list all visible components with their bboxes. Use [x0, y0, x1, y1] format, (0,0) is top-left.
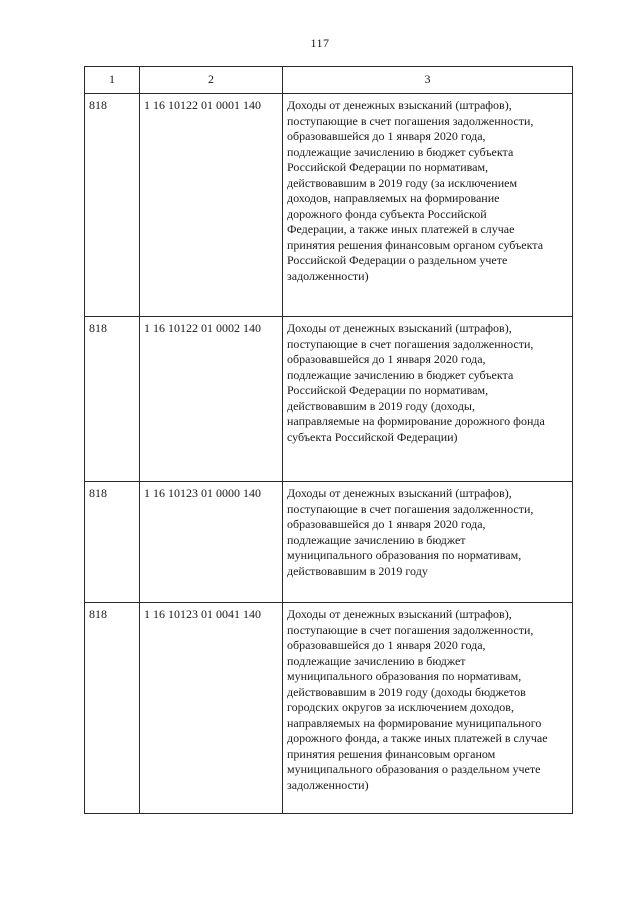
description-line: Российской Федерации по нормативам, [287, 160, 489, 174]
description-line: направляемых на формирование муниципального [287, 715, 542, 730]
revenue-description-cell [283, 317, 573, 482]
description-line: задолженности) [287, 777, 369, 792]
admin-code-cell: 818 [85, 317, 140, 482]
description-line: субъекта Российской Федерации) [287, 429, 458, 444]
description-line: Доходы от денежных взысканий (штрафов), [287, 98, 512, 112]
description-line: доходов, направляемых на формирование [287, 191, 500, 205]
description-line: Доходы от денежных взысканий (штрафов), [287, 321, 512, 335]
revenue-description-cell [283, 603, 573, 814]
description-line: подлежащие зачислению в бюджет субъекта [287, 367, 514, 382]
description-line: поступающие в счет погашения задолженности, [287, 113, 534, 128]
description-line: задолженности) [287, 268, 369, 283]
column-header-2: 2 [140, 67, 283, 94]
column-header-3: 3 [283, 67, 573, 94]
admin-code-cell: 818 [85, 94, 140, 317]
column-header-1: 1 [85, 67, 140, 94]
page-number: 117 [310, 36, 330, 50]
budget-classification-code-cell: 1 16 10122 01 0002 140 [140, 317, 283, 482]
description-line: принятия решения финансовым органом [287, 746, 496, 761]
table-row [85, 94, 573, 317]
description-line: подлежащие зачислению в бюджет [287, 653, 466, 668]
description-line: действовавшим в 2019 году (за исключением [287, 175, 518, 190]
description-line: муниципального образования по нормативам, [287, 669, 522, 683]
budget-classification-code-cell: 1 16 10123 01 0000 140 [140, 482, 283, 603]
description-line: Доходы от денежных взысканий (штрафов), [287, 607, 512, 621]
description-line: городских округов за исключением доходов, [287, 700, 514, 714]
description-line: принятия решения финансовым органом субъекта [287, 237, 544, 252]
description-line: дорожного фонда, а также иных платежей в случае [287, 731, 548, 745]
description-line: подлежащие зачислению в бюджет субъекта [287, 144, 514, 159]
description-line: поступающие в счет погашения задолженности, [287, 622, 534, 637]
description-line: Доходы от денежных взысканий (штрафов), [287, 486, 512, 500]
description-line: Федерации, а также иных платежей в случае [287, 222, 515, 236]
table-row [85, 317, 573, 482]
table-row [85, 482, 573, 603]
budget-classification-code-cell: 1 16 10123 01 0041 140 [140, 603, 283, 814]
description-line: действовавшим в 2019 году (доходы, [287, 398, 475, 413]
revenue-codes-table [84, 66, 573, 814]
description-line: образовавшейся до 1 января 2020 года, [287, 517, 486, 531]
description-line: направляемые на формирование дорожного фонда [287, 414, 545, 428]
description-line: образовавшейся до 1 января 2020 года, [287, 129, 486, 143]
revenue-description-cell [283, 482, 573, 603]
description-line: поступающие в счет погашения задолженности, [287, 336, 534, 351]
description-line: дорожного фонда субъекта Российской [287, 206, 487, 221]
description-line: муниципального образования по нормативам, [287, 548, 522, 562]
table-header-row [85, 67, 573, 94]
table-row [85, 603, 573, 814]
description-line: образовавшейся до 1 января 2020 года, [287, 638, 486, 652]
description-line: образовавшейся до 1 января 2020 года, [287, 352, 486, 366]
description-line: действовавшим в 2019 году (доходы бюджетов [287, 684, 526, 699]
description-line: поступающие в счет погашения задолженности, [287, 501, 534, 516]
description-line: муниципального образования о раздельном учете [287, 762, 541, 776]
description-line: действовавшим в 2019 году [287, 563, 428, 578]
description-line: Российской Федерации о раздельном учете [287, 253, 508, 267]
admin-code-cell: 818 [85, 482, 140, 603]
admin-code-cell: 818 [85, 603, 140, 814]
description-line: Российской Федерации по нормативам, [287, 383, 489, 397]
revenue-description-cell [283, 94, 573, 317]
budget-classification-code-cell: 1 16 10122 01 0001 140 [140, 94, 283, 317]
description-line: подлежащие зачислению в бюджет [287, 532, 466, 547]
